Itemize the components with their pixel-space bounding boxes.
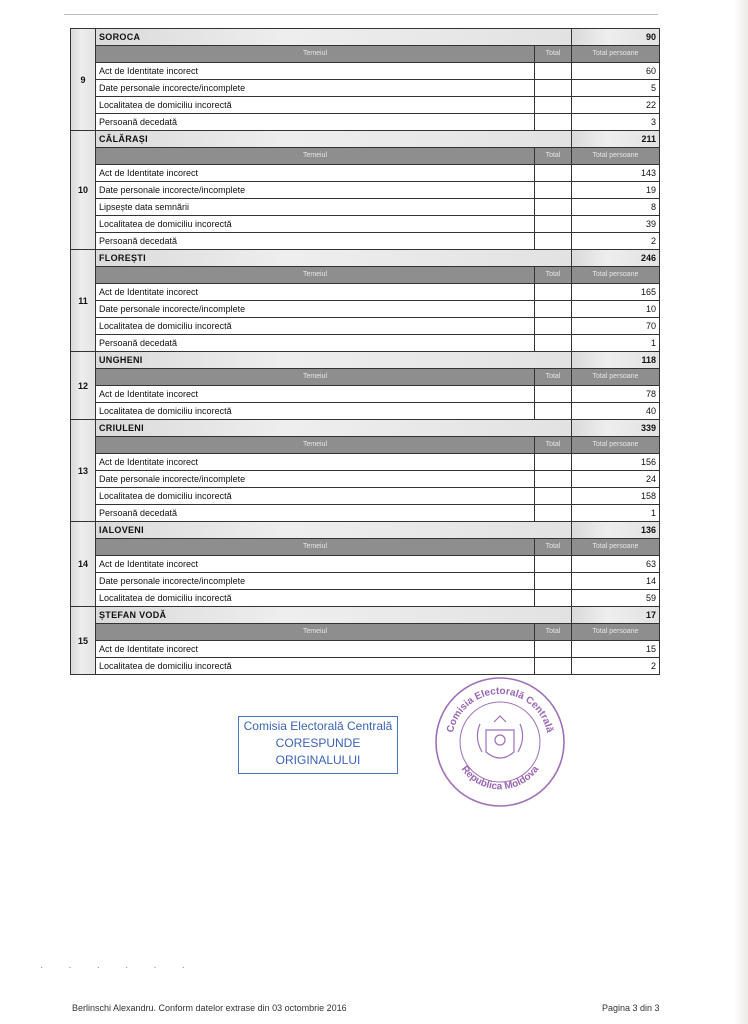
- reason-value: 70: [572, 318, 660, 335]
- coat-of-arms-icon: [477, 716, 522, 758]
- district-name: CĂLĂRAȘI: [96, 131, 572, 148]
- reason-count-cell: [535, 590, 572, 607]
- sub-header-row: [71, 267, 660, 284]
- reason-count-cell: [535, 216, 572, 233]
- reason-text: Act de Identitate incorect: [96, 454, 535, 471]
- reason-text: Persoană decedată: [96, 335, 535, 352]
- reason-value: 143: [572, 165, 660, 182]
- sub-header-reason: Temeiul: [96, 267, 535, 284]
- district-number: 15: [71, 607, 96, 675]
- stamp-line-2: CORESPUNDE: [275, 736, 361, 750]
- reason-text: Date personale incorecte/incomplete: [96, 573, 535, 590]
- reason-text: Persoană decedată: [96, 233, 535, 250]
- reason-count-cell: [535, 318, 572, 335]
- reason-row: [71, 284, 660, 301]
- sub-header-persons: Total persoane: [572, 46, 660, 63]
- reason-count-cell: [535, 641, 572, 658]
- district-row: [71, 250, 660, 267]
- reason-row: [71, 165, 660, 182]
- reason-text: Localitatea de domiciliu incorectă: [96, 97, 535, 114]
- sub-header-row: [71, 46, 660, 63]
- reason-row: [71, 216, 660, 233]
- district-total: 118: [572, 352, 660, 369]
- svg-text:Comisia Electorală Centrală: [445, 686, 555, 734]
- reason-count-cell: [535, 403, 572, 420]
- reason-count-cell: [535, 471, 572, 488]
- reason-row: [71, 97, 660, 114]
- reason-row: [71, 386, 660, 403]
- reason-value: 8: [572, 199, 660, 216]
- sub-header-persons: Total persoane: [572, 267, 660, 284]
- reason-row: [71, 488, 660, 505]
- reason-text: Date personale incorecte/incomplete: [96, 80, 535, 97]
- rejected-signatures-table: [70, 28, 660, 675]
- district-number: 10: [71, 131, 96, 250]
- sub-header-count: Total: [535, 437, 572, 454]
- reason-row: [71, 80, 660, 97]
- sub-header-count: Total: [535, 46, 572, 63]
- reason-row: [71, 505, 660, 522]
- district-number: 11: [71, 250, 96, 352]
- district-row: [71, 522, 660, 539]
- reason-value: 39: [572, 216, 660, 233]
- reason-row: [71, 573, 660, 590]
- reason-value: 10: [572, 301, 660, 318]
- footer-source-note: Berlinschi Alexandru. Conform datelor extrase din 03 octombrie 2016: [72, 1003, 347, 1013]
- reason-text: Act de Identitate incorect: [96, 386, 535, 403]
- reason-value: 158: [572, 488, 660, 505]
- sub-header-persons: Total persoane: [572, 148, 660, 165]
- reason-row: [71, 301, 660, 318]
- district-total: 246: [572, 250, 660, 267]
- reason-value: 1: [572, 335, 660, 352]
- sub-header-count: Total: [535, 624, 572, 641]
- sub-header-reason: Temeiul: [96, 539, 535, 556]
- district-total: 17: [572, 607, 660, 624]
- sub-header-reason: Temeiul: [96, 437, 535, 454]
- stamp-line-1: Comisia Electorală Centrală: [243, 719, 393, 733]
- top-rule: [64, 14, 658, 15]
- reason-value: 3: [572, 114, 660, 131]
- district-name: UNGHENI: [96, 352, 572, 369]
- reason-row: [71, 658, 660, 675]
- page-edge-shadow: [734, 0, 748, 1024]
- reason-text: Date personale incorecte/incomplete: [96, 471, 535, 488]
- sub-header-reason: Temeiul: [96, 624, 535, 641]
- sub-header-reason: Temeiul: [96, 148, 535, 165]
- district-row: [71, 131, 660, 148]
- reason-row: [71, 318, 660, 335]
- reason-count-cell: [535, 199, 572, 216]
- district-name: IALOVENI: [96, 522, 572, 539]
- reason-count-cell: [535, 573, 572, 590]
- reason-row: [71, 641, 660, 658]
- reason-row: [71, 199, 660, 216]
- reason-count-cell: [535, 488, 572, 505]
- reason-value: 19: [572, 182, 660, 199]
- district-name: SOROCA: [96, 29, 572, 46]
- reason-count-cell: [535, 505, 572, 522]
- sub-header-persons: Total persoane: [572, 369, 660, 386]
- reason-value: 22: [572, 97, 660, 114]
- sub-header-count: Total: [535, 369, 572, 386]
- reason-text: Act de Identitate incorect: [96, 556, 535, 573]
- reason-count-cell: [535, 182, 572, 199]
- reason-value: 14: [572, 573, 660, 590]
- reason-count-cell: [535, 335, 572, 352]
- district-row: [71, 607, 660, 624]
- reason-text: Localitatea de domiciliu incorectă: [96, 590, 535, 607]
- reason-text: Date personale incorecte/incomplete: [96, 182, 535, 199]
- sub-header-row: [71, 148, 660, 165]
- reason-value: 40: [572, 403, 660, 420]
- reason-count-cell: [535, 454, 572, 471]
- reason-count-cell: [535, 556, 572, 573]
- reason-text: Act de Identitate incorect: [96, 641, 535, 658]
- reason-value: 2: [572, 658, 660, 675]
- district-total: 339: [572, 420, 660, 437]
- sub-header-count: Total: [535, 148, 572, 165]
- reason-count-cell: [535, 284, 572, 301]
- sub-header-row: [71, 539, 660, 556]
- reason-row: [71, 182, 660, 199]
- certified-copy-stamp: [238, 716, 398, 774]
- seal-top-text: Comisia Electorală Centrală: [444, 685, 555, 734]
- reason-row: [71, 403, 660, 420]
- reason-text: Localitatea de domiciliu incorectă: [96, 403, 535, 420]
- reason-text: Persoană decedată: [96, 505, 535, 522]
- reason-count-cell: [535, 165, 572, 182]
- reason-value: 59: [572, 590, 660, 607]
- district-row: [71, 352, 660, 369]
- sub-header-row: [71, 437, 660, 454]
- sub-header-row: [71, 624, 660, 641]
- reason-text: Act de Identitate incorect: [96, 284, 535, 301]
- official-round-seal: [430, 672, 570, 812]
- reason-row: [71, 233, 660, 250]
- reason-text: Lipsește data semnării: [96, 199, 535, 216]
- district-number: 13: [71, 420, 96, 522]
- sub-header-persons: Total persoane: [572, 624, 660, 641]
- reason-text: Act de Identitate incorect: [96, 165, 535, 182]
- sub-header-reason: Temeiul: [96, 46, 535, 63]
- district-total: 90: [572, 29, 660, 46]
- reason-count-cell: [535, 114, 572, 131]
- district-total: 136: [572, 522, 660, 539]
- district-total: 211: [572, 131, 660, 148]
- reason-count-cell: [535, 97, 572, 114]
- reason-value: 1: [572, 505, 660, 522]
- reason-row: [71, 63, 660, 80]
- district-number: 9: [71, 29, 96, 131]
- district-name: CRIULENI: [96, 420, 572, 437]
- reason-count-cell: [535, 386, 572, 403]
- reason-count-cell: [535, 301, 572, 318]
- reason-row: [71, 454, 660, 471]
- reason-value: 78: [572, 386, 660, 403]
- reason-text: Act de Identitate incorect: [96, 63, 535, 80]
- sub-header-persons: Total persoane: [572, 539, 660, 556]
- sub-header-persons: Total persoane: [572, 437, 660, 454]
- reason-row: [71, 114, 660, 131]
- reason-count-cell: [535, 80, 572, 97]
- district-row: [71, 29, 660, 46]
- reason-row: [71, 590, 660, 607]
- reason-value: 60: [572, 63, 660, 80]
- reason-value: 2: [572, 233, 660, 250]
- district-row: [71, 420, 660, 437]
- district-number: 14: [71, 522, 96, 607]
- reason-text: Date personale incorecte/incomplete: [96, 301, 535, 318]
- svg-text:Republica Moldova: [459, 764, 542, 793]
- sub-header-count: Total: [535, 539, 572, 556]
- district-name: ȘTEFAN VODĂ: [96, 607, 572, 624]
- footer-page-number: Pagina 3 din 3: [602, 1003, 660, 1013]
- sub-header-reason: Temeiul: [96, 369, 535, 386]
- seal-bottom-text: Republica Moldova: [458, 763, 542, 793]
- reason-value: 156: [572, 454, 660, 471]
- reason-count-cell: [535, 233, 572, 250]
- reason-text: Localitatea de domiciliu incorectă: [96, 318, 535, 335]
- reason-row: [71, 471, 660, 488]
- sub-header-count: Total: [535, 267, 572, 284]
- reason-text: Localitatea de domiciliu incorectă: [96, 658, 535, 675]
- reason-value: 165: [572, 284, 660, 301]
- stamp-line-3: ORIGINALULUI: [275, 753, 361, 767]
- scan-dots: · · · · · ·: [40, 962, 186, 973]
- reason-row: [71, 335, 660, 352]
- reason-value: 63: [572, 556, 660, 573]
- district-number: 12: [71, 352, 96, 420]
- reason-count-cell: [535, 63, 572, 80]
- reason-row: [71, 556, 660, 573]
- reason-text: Localitatea de domiciliu incorectă: [96, 216, 535, 233]
- reason-text: Localitatea de domiciliu incorectă: [96, 488, 535, 505]
- sub-header-row: [71, 369, 660, 386]
- reason-value: 15: [572, 641, 660, 658]
- reason-value: 5: [572, 80, 660, 97]
- reason-text: Persoană decedată: [96, 114, 535, 131]
- district-name: FLOREȘTI: [96, 250, 572, 267]
- reason-value: 24: [572, 471, 660, 488]
